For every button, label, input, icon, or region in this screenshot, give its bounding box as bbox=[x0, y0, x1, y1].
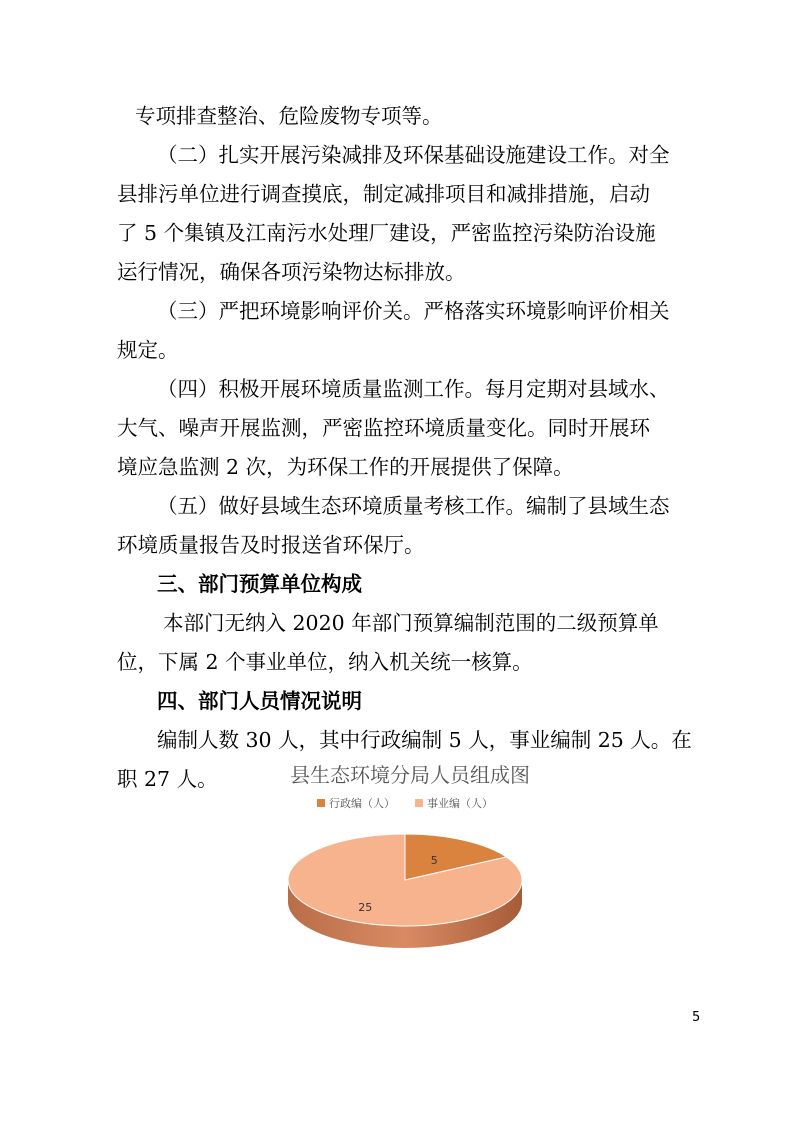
legend-swatch bbox=[317, 799, 325, 807]
legend-swatch bbox=[415, 799, 423, 807]
legend-label: 事业编（人） bbox=[427, 797, 493, 810]
paragraph-line: （二）扎实开展污染减排及环保基础设施建设工作。对全 bbox=[157, 143, 670, 167]
paragraph-line: （五）做好县域生态环境质量考核工作。编制了县域生态 bbox=[157, 494, 670, 518]
chart-title: 县生态环境分局人员组成图 bbox=[290, 763, 530, 787]
paragraph-line: 职 27 人。 bbox=[117, 767, 218, 791]
paragraph-line: （四）积极开展环境质量监测工作。每月定期对县域水、 bbox=[157, 377, 670, 401]
paragraph-line: 运行情况，确保各项污染物达标排放。 bbox=[117, 260, 466, 284]
paragraph-line: 位，下属 2 个事业单位，纳入机关统一核算。 bbox=[117, 650, 533, 674]
paragraph-line: 本部门无纳入 2020 年部门预算编制范围的二级预算单 bbox=[163, 611, 659, 635]
paragraph-line: （三）严把环境影响评价关。严格落实环境影响评价相关 bbox=[157, 299, 670, 323]
paragraph-line: 编制人数 30 人，其中行政编制 5 人，事业编制 25 人。在 bbox=[157, 728, 692, 752]
paragraph-line: 规定。 bbox=[117, 338, 179, 362]
legend-label: 行政编（人） bbox=[329, 797, 395, 810]
paragraph-line: 境应急监测 2 次，为环保工作的开展提供了保障。 bbox=[117, 455, 574, 479]
chart-legend bbox=[317, 796, 493, 810]
section-heading: 四、部门人员情况说明 bbox=[157, 689, 362, 713]
page-number: 5 bbox=[692, 1010, 701, 1025]
pie-group bbox=[288, 834, 522, 948]
paragraph-line: 环境质量报告及时报送省环保厅。 bbox=[117, 533, 425, 557]
section-heading: 三、部门预算单位构成 bbox=[157, 572, 362, 596]
slice-data-label: 25 bbox=[358, 901, 373, 915]
personnel-pie-chart bbox=[265, 755, 555, 985]
paragraph-line: 了 5 个集镇及江南污水处理厂建设，严密监控污染防治设施 bbox=[117, 221, 656, 245]
paragraph-line: 专项排查整治、危险废物专项等。 bbox=[135, 104, 443, 128]
paragraph-line: 大气、噪声开展监测，严密监控环境质量变化。同时开展环 bbox=[117, 416, 650, 440]
slice-data-label: 5 bbox=[430, 854, 438, 868]
paragraph-line: 县排污单位进行调查摸底，制定减排项目和减排措施，启动 bbox=[117, 182, 650, 206]
